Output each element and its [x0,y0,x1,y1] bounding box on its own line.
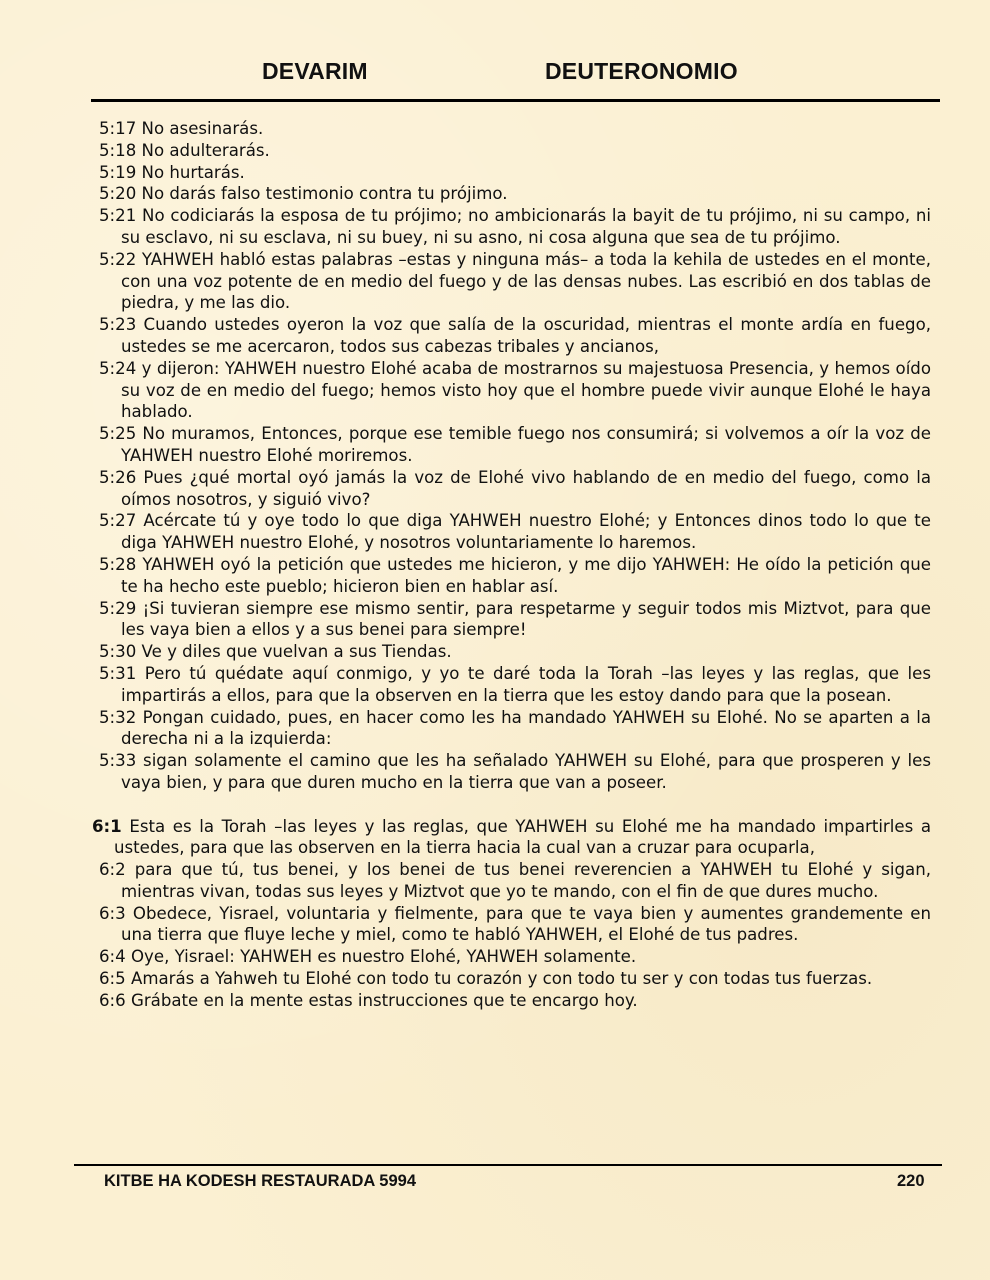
verse-text: Esta es la Torah –las leyes y las reglas, que YAHWEH su Elohé me ha mandado impartirles a ustedes, para que las observen en la tierra hacia la cual van a cruzar para ocuparla, [114,816,931,858]
verse: 5:23 Cuando ustedes oyeron la voz que salía de la oscuridad, mientras el monte ardía en fuego, ustedes se me acercaron, todos sus cabezas tribales y ancianos, [99,315,931,356]
verse: 5:28 YAHWEH oyó la petición que ustedes me hicieron, y me dijo YAHWEH: He oído la petición que te ha hecho este pueblo; hicieron bien en hablar así. [99,554,931,596]
verse: 5:31 Pero tú quédate aquí conmigo, y yo te daré toda la Torah –las leyes y las reglas, que les impartirás a ellos, para que la observen en la tierra que les estoy dando para que la posean. [99,663,931,705]
verse: 5:19 No hurtarás. [99,162,245,182]
book-name-hebrew: DEVARIM [262,58,368,84]
book-name-spanish: DEUTERONOMIO [545,58,738,84]
verse: 6:4 Oye, Yisrael: YAHWEH es nuestro Elohé, YAHWEH solamente. [99,947,637,967]
chapter-6-verse-1 [92,816,931,860]
verse: 5:20 No darás falso testimonio contra tu prójimo. [99,184,508,204]
verse: 5:26 Pues ¿qué mortal oyó jamás la voz de Elohé vivo hablando de en medio del fuego, como la oímos nosotros, y siguió vivo? [99,467,931,509]
verse: 5:30 Ve y diles que vuelvan a sus Tiendas. [99,642,452,662]
verse: 5:29 ¡Si tuvieran siempre ese mismo sentir, para respetarme y seguir todos mis Miztvot, para que les vaya bien a ellos y a sus benei para siempre! [99,598,931,640]
verse: 5:32 Pongan cuidado, pues, en hacer como les ha mandado YAHWEH su Elohé. No se aparten a la derecha ni a la izquierda: [99,707,931,749]
verse: 6:6 Grábate en la mente estas instrucciones que te encargo hoy. [99,990,638,1010]
verse: 5:22 YAHWEH habló estas palabras –estas y ninguna más– a toda la kehila de ustedes en el monte, con una voz potente de en medio del fuego y de las densas nubes. Las escribió en dos tablas de piedra, y me las dio. [99,249,931,313]
verse: 5:27 Acércate tú y oye todo lo que diga YAHWEH nuestro Elohé; y Entonces dinos todo lo que te diga YAHWEH nuestro Elohé, y nosotros voluntariamente lo haremos. [99,511,931,553]
verse: 5:18 No adulterarás. [99,140,270,160]
verse: 5:25 No muramos, Entonces, porque ese temible fuego nos consumirá; si volvemos a oír la voz de YAHWEH nuestro Elohé moriremos. [99,424,931,465]
verse: 5:24 y dijeron: YAHWEH nuestro Elohé acaba de mostrarnos su majestuosa Presencia, y hemos oído su voz de en medio del fuego; hemos visto hoy que el hombre puede vivir aunque Elohé le haya hablado. [99,358,931,422]
verse: 5:33 sigan solamente el camino que les ha señalado YAHWEH su Elohé, para que prosperen y les vaya bien, y para que duren mucho en la tierra que van a poseer. [99,751,931,792]
verse: 5:21 No codiciarás la esposa de tu prójimo; no ambicionarás la bayit de tu prójimo, ni su campo, ni su esclavo, ni su esclava, ni su buey, ni su asno, ni cosa alguna que sea de tu prójimo. [99,206,931,247]
chapter-start-ref: 6:1 [92,816,122,836]
verse: 6:2 para que tú, tus benei, y los benei de tus benei reverencien a YAHWEH tu Elohé y sigan, mientras vivan, todas sus leyes y Miztvot que yo te mando, con el fin de que dures mucho. [99,860,931,901]
footer-divider [74,1164,942,1166]
section-gap [99,794,931,816]
scripture-text [92,118,931,1012]
page-header [0,58,990,88]
verse: 6:5 Amarás a Yahweh tu Elohé con todo tu corazón y con todo tu ser y con todas tus fuerzas. [99,969,873,989]
footer-book-title: KITBE HA KODESH RESTAURADA 5994 [104,1172,417,1190]
verse: 6:3 Obedece, Yisrael, voluntaria y fielmente, para que te vaya bien y aumentes grandemente en una tierra que fluye leche y miel, como te habló YAHWEH, el Elohé de tus padres. [99,903,931,945]
verse: 5:17 No asesinarás. [99,119,264,138]
page-number: 220 [897,1172,925,1190]
header-divider [91,99,940,102]
